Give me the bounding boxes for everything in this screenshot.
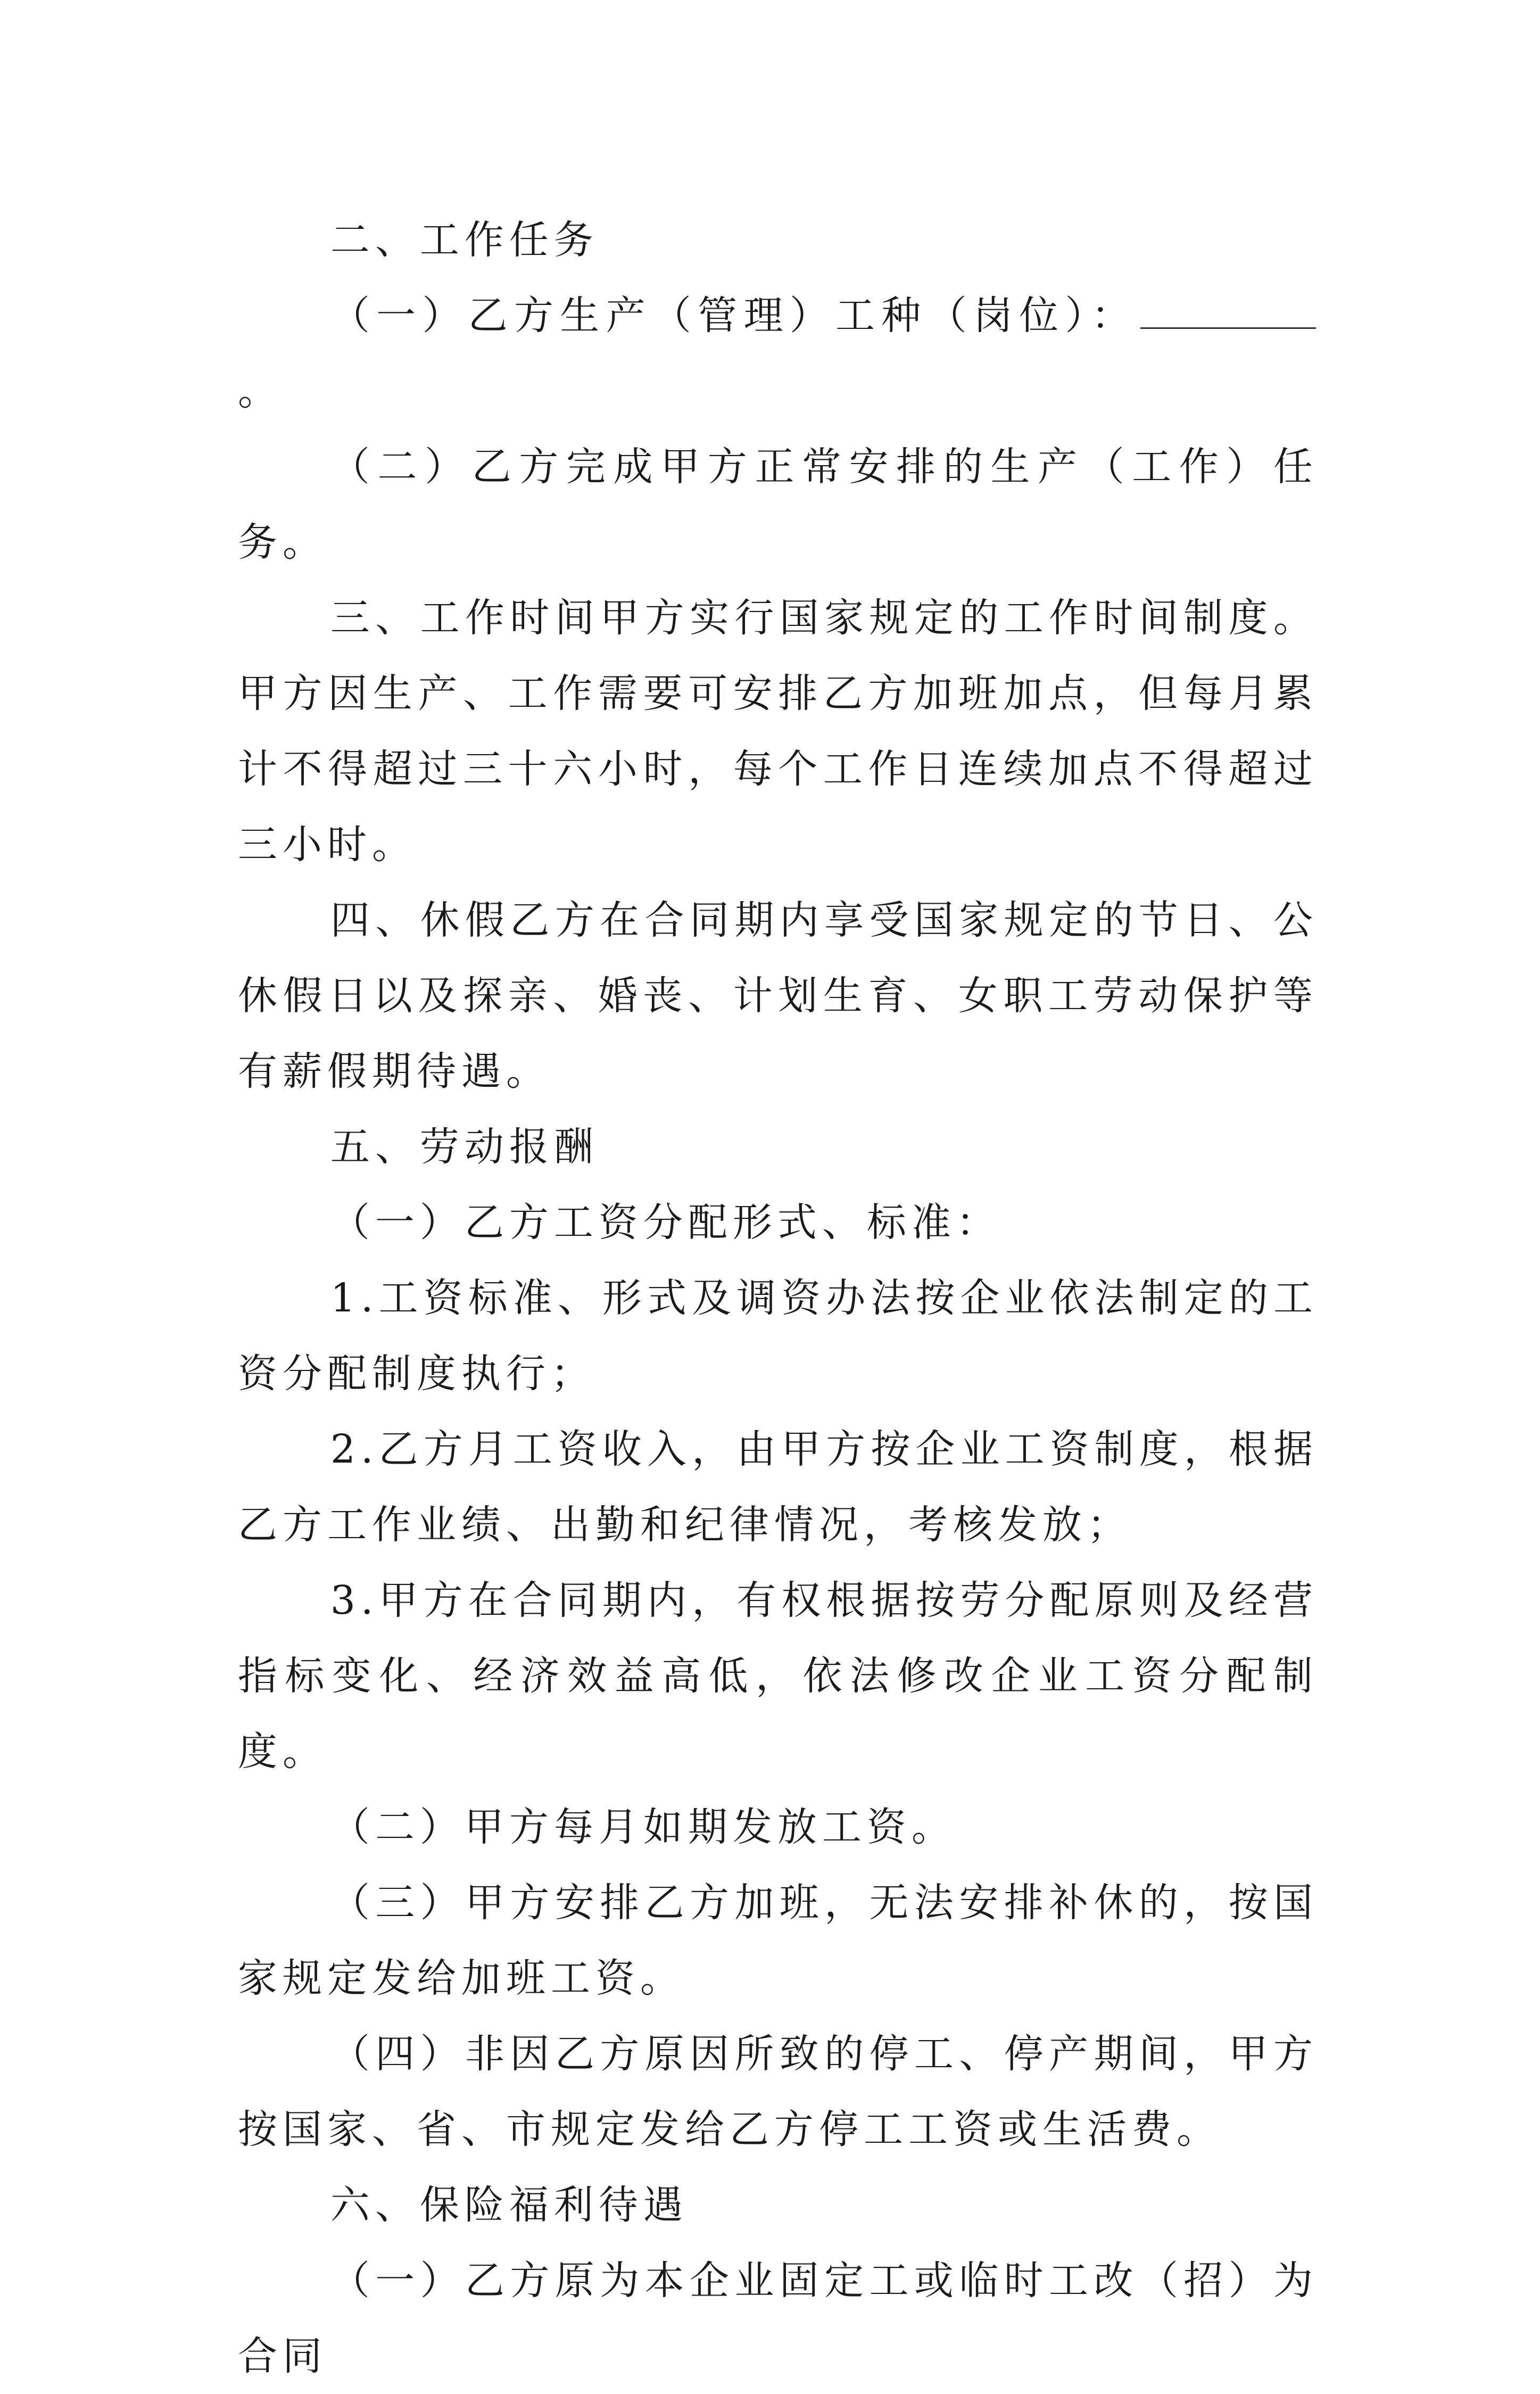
paragraph-job-position — [238, 278, 1318, 429]
paragraph-wage-item-3: 3.甲方在合同期内，有权根据按劳分配原则及经营指标变化、经济效益高低，依法修改企业工资分配制度。 — [238, 1578, 1318, 1774]
heading-remuneration: 五、劳动报酬 — [330, 1124, 599, 1170]
paragraph-wage-item-1: 1.工资标准、形式及调资办法按企业依法制定的工资分配制度执行； — [238, 1275, 1318, 1397]
paragraph-vacation: 四、休假乙方在合同期内享受国家规定的节日、公休假日以及探亲、婚丧、计划生育、女职工劳动保护等有薪假期待遇。 — [238, 897, 1318, 1094]
paragraph-overtime-pay: （三）甲方安排乙方加班，无法安排补休的，按国家规定发给加班工资。 — [238, 1880, 1318, 2001]
heading-work-tasks: 二、工作任务 — [330, 217, 599, 263]
paragraph-normal-tasks: （二）乙方完成甲方正常安排的生产（工作）任务。 — [238, 444, 1318, 565]
paragraph-wage-form: （一）乙方工资分配形式、标准： — [330, 1200, 1001, 1245]
blank-fill-line — [1140, 327, 1316, 329]
paragraph-contract-conversion: （一）乙方原为本企业固定工或临时工改（招）为合同 — [238, 2258, 1318, 2379]
job-position-suffix: 。 — [238, 368, 283, 414]
document-body — [238, 202, 1318, 2394]
paragraph-working-hours: 三、工作时间甲方实行国家规定的工作时间制度。甲方因生产、工作需要可安排乙方加班加点，但每月累计不得超过三十六小时，每个工作日连续加点不得超过三小时。 — [238, 595, 1318, 868]
job-position-text: （一）乙方生产（管理）工种（岗位）： — [330, 293, 1137, 339]
heading-insurance-welfare: 六、保险福利待遇 — [330, 2182, 688, 2228]
paragraph-monthly-pay: （二）甲方每月如期发放工资。 — [330, 1804, 956, 1850]
paragraph-shutdown-pay: （四）非因乙方原因所致的停工、停产期间，甲方按国家、省、市规定发给乙方停工工资或生活费。 — [238, 2031, 1318, 2152]
paragraph-wage-item-2: 2.乙方月工资收入，由甲方按企业工资制度，根据乙方工作业绩、出勤和纪律情况，考核发放； — [238, 1426, 1318, 1548]
